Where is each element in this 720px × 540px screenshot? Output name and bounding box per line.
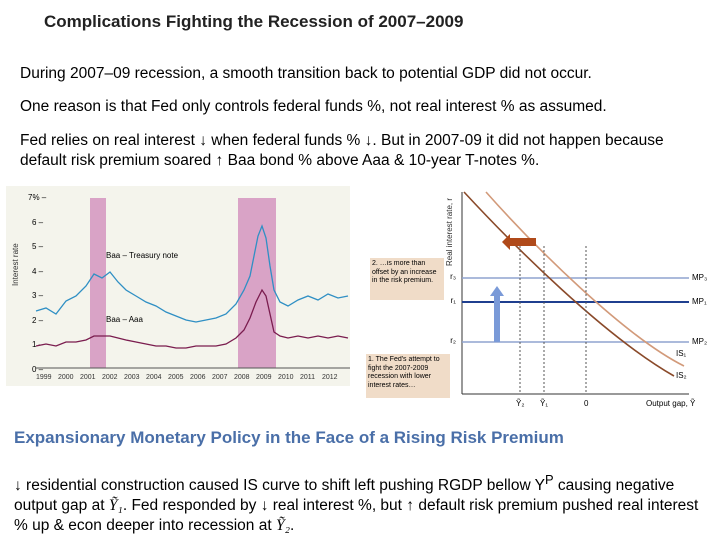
bottom-text-part-4: . — [289, 517, 295, 535]
xtick: 2009 — [256, 374, 272, 381]
section-title: Expansionary Monetary Policy in the Face of a Rising Risk Premium — [14, 428, 564, 447]
x-label-y2: Ỹ₂ — [516, 399, 525, 408]
xtick: 2006 — [190, 374, 206, 381]
output-gap-y2: Ỹ₂ — [275, 517, 290, 535]
bottom-text-part-1: ↓ residential construction caused IS curve to shift left pushing RGDP bellow Y — [14, 477, 546, 495]
x-label-zero: 0 — [584, 399, 589, 408]
xtick: 2005 — [168, 374, 184, 381]
ytick: 1 – — [32, 340, 44, 349]
chart-background — [6, 186, 350, 386]
xtick: 2007 — [212, 374, 228, 381]
ytick: 0 – — [32, 365, 44, 374]
xtick: 2012 — [322, 374, 338, 381]
down-arrow-body — [494, 296, 500, 342]
mp3-label: MP₃ — [692, 273, 708, 282]
recession-band-2008 — [238, 198, 276, 368]
page-title: Complications Fighting the Recession of 2007–2009 — [44, 12, 464, 31]
xtick: 2004 — [146, 374, 162, 381]
xtick: 2008 — [234, 374, 250, 381]
paragraph-2: One reason is that Fed only controls federal funds %, not real interest % as assumed. — [20, 98, 607, 115]
r3-label: r₃ — [450, 272, 456, 281]
paragraph-1: During 2007–09 recession, a smooth transition back to potential GDP did not occur. — [20, 65, 592, 82]
spread-chart — [6, 186, 350, 386]
mp1-label: MP₁ — [692, 297, 707, 306]
note-2: 2. …is more than offset by an increase in the risk premium. — [372, 260, 437, 284]
bottom-text-part-3: . Fed responded by ↓ real interest %, but ↑ default risk premium pushed real interest % up & econ deeper into recession at — [14, 497, 699, 535]
series-label-baa-treasury: Baa – Treasury note — [106, 251, 179, 260]
paragraph-3: Fed relies on real interest ↓ when federal funds % ↓. But in 2007-09 it did not happen because default risk premium soared ↑ Baa bond % above Aaa & 10-year T-notes %. — [20, 132, 664, 169]
is-mp-diagram — [354, 186, 716, 416]
is2-label: IS₂ — [676, 371, 687, 380]
left-chart-ylabel: Interest rate — [11, 243, 20, 286]
r1-label: r₁ — [450, 296, 456, 305]
ytick: 2 – — [32, 316, 44, 325]
ytick: 3 – — [32, 291, 44, 300]
diagram-xlabel: Output gap, Ỹ — [646, 399, 696, 408]
left-shift-arrow-body — [506, 238, 536, 246]
xtick: 2003 — [124, 374, 140, 381]
recession-band-2001 — [90, 198, 106, 368]
output-gap-y1: Ỹ₁ — [108, 497, 123, 515]
x-label-y1: Ỹ₁ — [540, 399, 549, 408]
xtick: 2001 — [80, 374, 96, 381]
xtick: 2002 — [102, 374, 118, 381]
ytick: 6 – — [32, 218, 44, 227]
bottom-superscript: P — [545, 472, 554, 487]
diagram-ylabel: Real interest rate, r — [445, 197, 454, 266]
series-label-baa-aaa: Baa – Aaa — [106, 315, 143, 324]
bottom-paragraph — [14, 470, 714, 536]
bottom-text-part-2: causing negative output gap at — [14, 477, 675, 515]
xtick: 2011 — [300, 374, 316, 381]
xtick: 1999 — [36, 374, 52, 381]
ytick: 7% – — [28, 193, 47, 202]
mp2-label: MP₂ — [692, 337, 708, 346]
xtick: 2010 — [278, 374, 294, 381]
note-1: 1. The Fed's attempt to fight the 2007-2009 recession with lower interest rates… — [368, 356, 440, 389]
is1-label: IS₁ — [676, 349, 687, 358]
ytick: 4 – — [32, 267, 44, 276]
xtick: 2000 — [58, 374, 74, 381]
r2-label: r₂ — [450, 336, 456, 345]
ytick: 5 – — [32, 242, 44, 251]
